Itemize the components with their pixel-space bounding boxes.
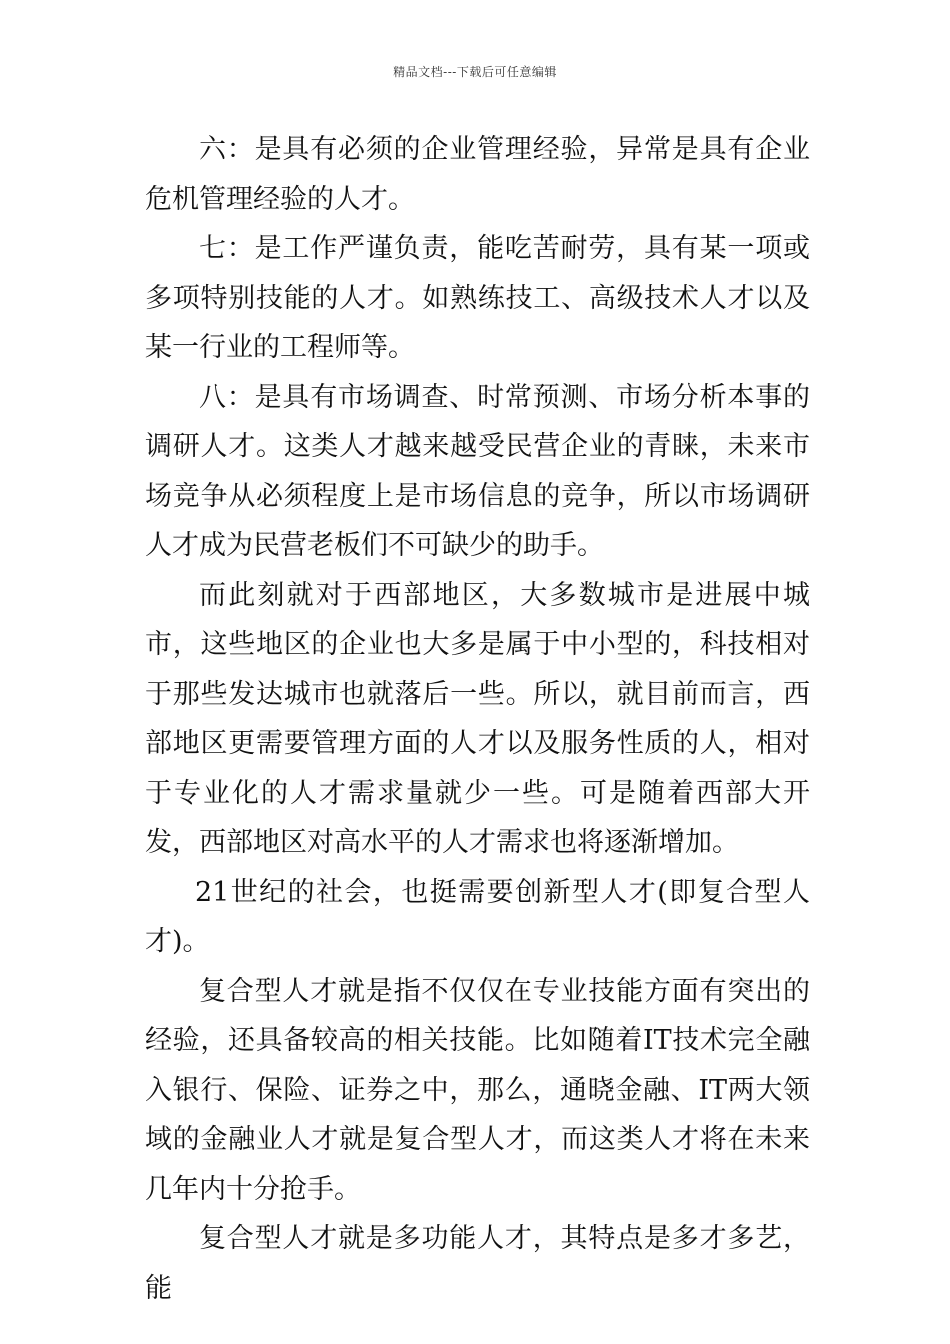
page-header: 精品文档---下载后可任意编辑	[393, 65, 557, 79]
paragraph-western-region: 而此刻就对于西部地区，大多数城市是进展中城市，这些地区的企业也大多是属于中小型的，科技相对于那些发达城市也就落后一些。所以，就目前而言，西部地区更需要管理方面的人才以及服务性质的人，相对于专业化的人才需求量就少一些。可是随着西部大开发，西部地区对高水平的人才需求也将逐渐增加。	[145, 579, 810, 858]
document-body	[145, 125, 810, 1313]
paragraph-seven: 七：是工作严谨负责，能吃苦耐劳，具有某一项或多项特别技能的人才。如熟练技工、高级技术人才以及某一行业的工程师等。	[145, 233, 810, 363]
paragraph-composite-talent: 复合型人才就是指不仅仅在专业技能方面有突出的经验，还具备较高的相关技能。比如随着IT技术完全融入银行、保险、证券之中，那么，通晓金融、IT两大领域的金融业人才就是复合型人才，而这类人才将在未来几年内十分抢手。	[145, 975, 810, 1205]
paragraph-21st-century: 21世纪的社会，也挺需要创新型人才(即复合型人才)。	[145, 876, 810, 957]
paragraph-six: 六：是具有必须的企业管理经验，异常是具有企业危机管理经验的人才。	[145, 134, 810, 215]
paragraph-eight: 八：是具有市场调查、时常预测、市场分析本事的调研人才。这类人才越来越受民营企业的青睐，未来市场竞争从必须程度上是市场信息的竞争，所以市场调研人才成为民营老板们不可缺少的助手。	[145, 381, 810, 561]
paragraph-multifunction-talent: 复合型人才就是多功能人才，其特点是多才多艺，能	[145, 1223, 810, 1304]
